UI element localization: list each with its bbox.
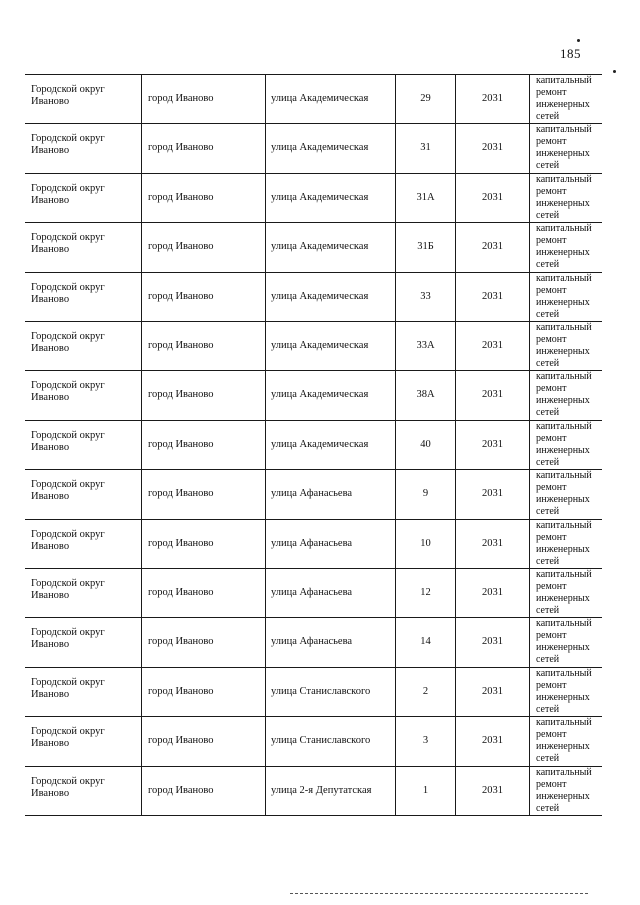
house-number-cell: 38А — [395, 371, 455, 420]
house-number-cell: 10 — [395, 520, 455, 569]
city-cell: город Иваново — [141, 124, 265, 173]
house-number-cell: 14 — [395, 618, 455, 667]
year-cell: 2031 — [455, 421, 529, 470]
work-type-cell: капитальный ремонт инженерных сетей — [529, 371, 602, 420]
year-cell: 2031 — [455, 569, 529, 618]
year-cell: 2031 — [455, 174, 529, 223]
house-number-cell: 3 — [395, 717, 455, 766]
table-row — [25, 222, 602, 272]
work-type-cell: капитальный ремонт инженерных сетей — [529, 618, 602, 667]
scan-speck — [613, 70, 616, 73]
street-cell: улица Афанасьева — [265, 520, 395, 569]
table-row — [25, 519, 602, 569]
city-cell: город Иваново — [141, 520, 265, 569]
city-cell: город Иваново — [141, 717, 265, 766]
city-cell: город Иваново — [141, 174, 265, 223]
house-number-cell: 31Б — [395, 223, 455, 272]
city-cell: город Иваново — [141, 371, 265, 420]
street-cell: улица Академическая — [265, 421, 395, 470]
district-cell: Городской округ Иваново — [31, 578, 105, 601]
district-cell: Городской округ Иваново — [31, 726, 105, 750]
table-row — [25, 370, 602, 420]
district-cell: Городской округ Иваново — [31, 775, 105, 799]
table-row — [25, 568, 602, 618]
street-cell: улица Академическая — [265, 371, 395, 420]
city-cell: город Иваново — [141, 322, 265, 371]
house-number-cell: 33 — [395, 273, 455, 322]
year-cell: 2031 — [455, 618, 529, 667]
district-cell: Городской округ Иваново — [31, 676, 105, 700]
table-row — [25, 173, 602, 223]
street-cell: улица Академическая — [265, 174, 395, 223]
year-cell: 2031 — [455, 124, 529, 173]
street-cell: улица Академическая — [265, 75, 395, 124]
district-cell: Городской округ Иваново — [31, 331, 105, 354]
city-cell: город Иваново — [141, 470, 265, 519]
work-type-cell: капитальный ремонт инженерных сетей — [529, 421, 602, 470]
table-row — [25, 74, 602, 124]
table-row — [25, 420, 602, 470]
table-row — [25, 766, 602, 816]
work-type-cell: капитальный ремонт инженерных сетей — [529, 668, 602, 717]
street-cell: улица Академическая — [265, 322, 395, 371]
work-type-cell: капитальный ремонт инженерных сетей — [529, 767, 602, 815]
house-number-cell: 33А — [395, 322, 455, 371]
district-cell: Городской округ Иваново — [31, 528, 105, 552]
house-number-cell: 29 — [395, 75, 455, 124]
city-cell: город Иваново — [141, 421, 265, 470]
house-number-cell: 31 — [395, 124, 455, 173]
table-row — [25, 667, 602, 717]
year-cell: 2031 — [455, 470, 529, 519]
footer-rule — [290, 893, 590, 894]
district-cell: Городской округ Иваново — [31, 380, 105, 404]
table-row — [25, 123, 602, 173]
house-number-cell: 2 — [395, 668, 455, 717]
year-cell: 2031 — [455, 273, 529, 322]
street-cell: улица Академическая — [265, 124, 395, 173]
city-cell: город Иваново — [141, 618, 265, 667]
work-type-cell: капитальный ремонт инженерных сетей — [529, 470, 602, 519]
house-number-cell: 9 — [395, 470, 455, 519]
year-cell: 2031 — [455, 223, 529, 272]
district-cell: Городской округ Иваново — [31, 84, 105, 107]
year-cell: 2031 — [455, 371, 529, 420]
district-cell: Городской округ Иваново — [31, 232, 105, 256]
work-type-cell: капитальный ремонт инженерных сетей — [529, 717, 602, 766]
street-cell: улица Станиславского — [265, 717, 395, 766]
city-cell: город Иваново — [141, 223, 265, 272]
city-cell: город Иваново — [141, 767, 265, 815]
year-cell: 2031 — [455, 668, 529, 717]
street-cell: улица 2-я Депутатская — [265, 767, 395, 815]
work-type-cell: капитальный ремонт инженерных сетей — [529, 174, 602, 223]
table-row — [25, 321, 602, 371]
year-cell: 2031 — [455, 520, 529, 569]
work-type-cell: капитальный ремонт инженерных сетей — [529, 124, 602, 173]
scan-speck — [577, 39, 580, 42]
year-cell: 2031 — [455, 322, 529, 371]
work-type-cell: капитальный ремонт инженерных сетей — [529, 273, 602, 322]
city-cell: город Иваново — [141, 569, 265, 618]
street-cell: улица Станиславского — [265, 668, 395, 717]
house-number-cell: 12 — [395, 569, 455, 618]
city-cell: город Иваново — [141, 668, 265, 717]
work-type-cell: капитальный ремонт инженерных сетей — [529, 223, 602, 272]
page-number: 185 — [560, 46, 581, 61]
work-type-cell: капитальный ремонт инженерных сетей — [529, 569, 602, 618]
district-cell: Городской округ Иваново — [31, 429, 105, 453]
year-cell: 2031 — [455, 767, 529, 815]
district-cell: Городской округ Иваново — [31, 281, 105, 305]
district-cell: Городской округ Иваново — [31, 479, 105, 503]
district-cell: Городской округ Иваново — [31, 182, 105, 206]
district-cell: Городской округ Иваново — [31, 133, 105, 157]
table-row — [25, 716, 602, 766]
city-cell: город Иваново — [141, 75, 265, 124]
city-cell: город Иваново — [141, 273, 265, 322]
year-cell: 2031 — [455, 75, 529, 124]
work-type-cell: капитальный ремонт инженерных сетей — [529, 520, 602, 569]
table-row — [25, 272, 602, 322]
table-row — [25, 617, 602, 667]
street-cell: улица Академическая — [265, 273, 395, 322]
house-number-cell: 40 — [395, 421, 455, 470]
district-cell: Городской округ Иваново — [31, 627, 105, 651]
work-type-cell: капитальный ремонт инженерных сетей — [529, 75, 602, 124]
year-cell: 2031 — [455, 717, 529, 766]
street-cell: улица Академическая — [265, 223, 395, 272]
house-number-cell: 31А — [395, 174, 455, 223]
street-cell: улица Афанасьева — [265, 618, 395, 667]
house-number-cell: 1 — [395, 767, 455, 815]
work-type-cell: капитальный ремонт инженерных сетей — [529, 322, 602, 371]
street-cell: улица Афанасьева — [265, 569, 395, 618]
table-row — [25, 469, 602, 519]
street-cell: улица Афанасьева — [265, 470, 395, 519]
